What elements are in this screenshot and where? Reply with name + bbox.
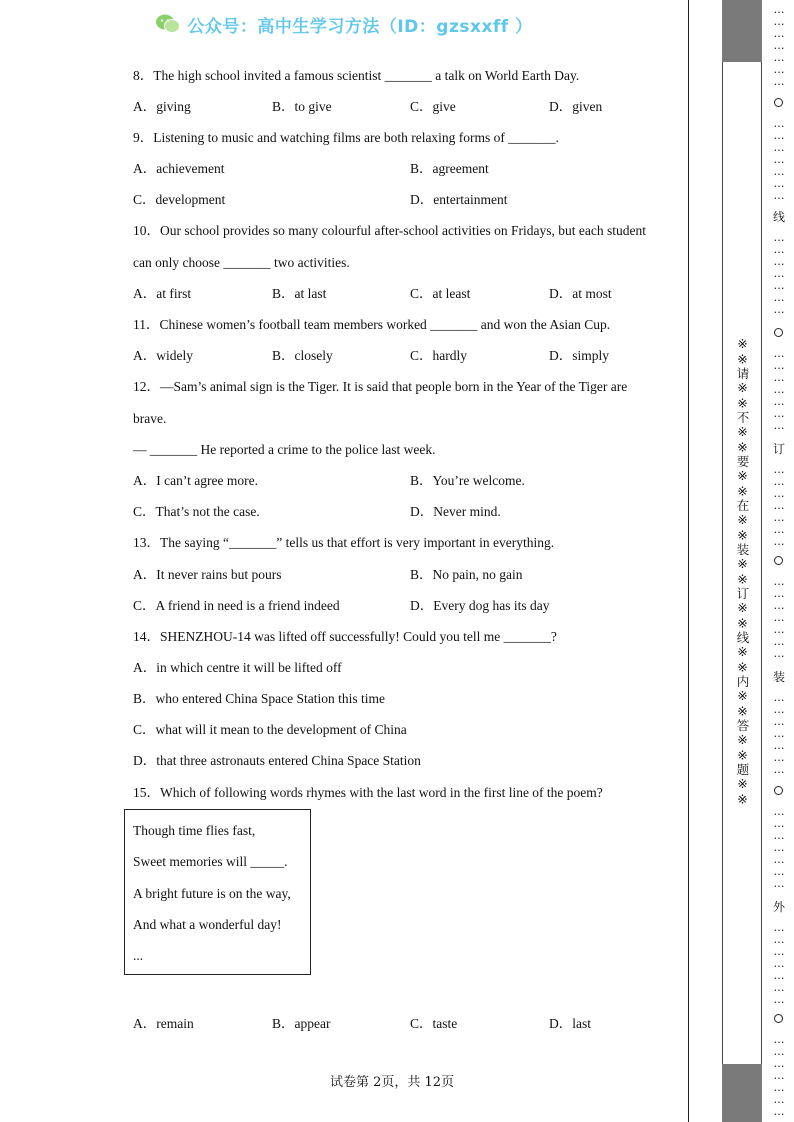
binding-divider — [688, 0, 689, 1122]
dotted-line: … … … … … … … — [773, 231, 785, 316]
q12-option-b: B．You’re welcome. — [410, 473, 525, 488]
question-9: 9．Listening to music and watching films are both relaxing forms of _______. — [133, 130, 559, 145]
q13-option-c: C．A friend in need is a friend indeed — [133, 598, 340, 613]
poem-line: Though time flies fast, — [133, 823, 256, 838]
question-14: 14．SHENZHOU-14 was lifted off successfully! Could you tell me _______? — [133, 629, 557, 644]
header-text: 公众号：高中生学习方法（ID：gzsxxff ） — [187, 16, 533, 37]
binding-mark: 装 — [772, 670, 785, 684]
q12-option-a: A．I can’t agree more. — [133, 473, 258, 488]
binding-mark: 订 — [772, 442, 785, 456]
page-header — [0, 10, 688, 38]
dotted-line: … … … … … … … — [773, 1033, 785, 1118]
q14-option-b: B．who entered China Space Station this time — [133, 691, 385, 706]
poem-box — [124, 809, 311, 975]
binding-gray-bottom — [722, 1064, 762, 1122]
q12-option-d: D．Never mind. — [410, 504, 501, 519]
q8-option-d: D．given — [549, 99, 603, 114]
question-12-cont: brave. — [133, 411, 167, 426]
dotted-line: … … … … … … … — [773, 463, 785, 548]
binding-circle — [774, 98, 783, 107]
q11-option-d: D．simply — [549, 348, 610, 363]
wechat-icon — [155, 13, 181, 35]
question-10: 10．Our school provides so many colourful after-school activities on Fridays, but each student — [133, 223, 646, 238]
dotted-line: … … … … … … … — [773, 347, 785, 432]
binding-notice: ※※请※※不※※要※※在※※装※※订※※线※※内※※答※※题※※ — [735, 336, 750, 807]
q15-option-a: A．remain — [133, 1016, 194, 1031]
question-12: 12．—Sam’s animal sign is the Tiger. It is said that people born in the Year of the Tiger are — [133, 379, 628, 394]
binding-mark: 外 — [772, 900, 785, 914]
q9-option-b: B．agreement — [410, 161, 489, 176]
q8-option-a: A．giving — [133, 99, 191, 114]
q8-option-b: B．to give — [272, 99, 332, 114]
q15-option-d: D．last — [549, 1016, 591, 1031]
q9-option-d: D．entertainment — [410, 192, 508, 207]
binding-circle — [774, 328, 783, 337]
binding-mark: 线 — [772, 210, 785, 224]
q14-option-d: D．that three astronauts entered China Space Station — [133, 753, 421, 768]
question-10-cont: can only choose _______ two activities. — [133, 255, 350, 270]
q13-option-b: B．No pain, no gain — [410, 567, 523, 582]
q9-option-c: C．development — [133, 192, 226, 207]
dotted-line: … … … … … … … — [773, 575, 785, 660]
q13-option-d: D．Every dog has its day — [410, 598, 550, 613]
binding-gray-top — [722, 0, 762, 62]
q14-option-c: C．what will it mean to the development of China — [133, 722, 407, 737]
q13-option-a: A．It never rains but pours — [133, 567, 282, 582]
q10-option-b: B．at last — [272, 286, 327, 301]
question-13: 13．The saying “_______” tells us that effort is very important in everything. — [133, 535, 555, 550]
q9-option-a: A．achievement — [133, 161, 225, 176]
q11-option-b: B．closely — [272, 348, 333, 363]
q10-option-a: A．at first — [133, 286, 192, 301]
q11-option-c: C．hardly — [410, 348, 467, 363]
q14-option-a: A．in which centre it will be lifted off — [133, 660, 342, 675]
q12-option-c: C．That’s not the case. — [133, 504, 260, 519]
poem-line: ... — [133, 948, 144, 963]
binding-circle — [774, 556, 783, 565]
q11-option-a: A．widely — [133, 348, 193, 363]
q10-option-d: D．at most — [549, 286, 612, 301]
poem-line: A bright future is on the way, — [133, 886, 291, 901]
dotted-line: … … … … … … … — [773, 3, 785, 88]
q10-option-c: C．at least — [410, 286, 471, 301]
question-8: 8．The high school invited a famous scientist _______ a talk on World Earth Day. — [133, 68, 580, 83]
dotted-line: … … … … … … … — [773, 921, 785, 1006]
question-15: 15．Which of following words rhymes with the last word in the first line of the poem? — [133, 785, 603, 800]
binding-circle — [774, 786, 783, 795]
dotted-line: … … … … … … … — [773, 805, 785, 890]
dotted-line: … … … … … … … — [773, 691, 785, 776]
q8-option-c: C．give — [410, 99, 456, 114]
question-11: 11．Chinese women’s football team members worked _______ and won the Asian Cup. — [133, 317, 611, 332]
question-12-reply: — _______ He reported a crime to the police last week. — [133, 442, 436, 457]
poem-line: And what a wonderful day! — [133, 917, 282, 932]
poem-line: Sweet memories will _____. — [133, 854, 288, 869]
binding-circle — [774, 1014, 783, 1023]
q15-option-b: B．appear — [272, 1016, 331, 1031]
q15-option-c: C．taste — [410, 1016, 458, 1031]
dotted-line: … … … … … … … — [773, 117, 785, 202]
page-footer: 试卷第 2页，共 12页 — [330, 1075, 455, 1090]
